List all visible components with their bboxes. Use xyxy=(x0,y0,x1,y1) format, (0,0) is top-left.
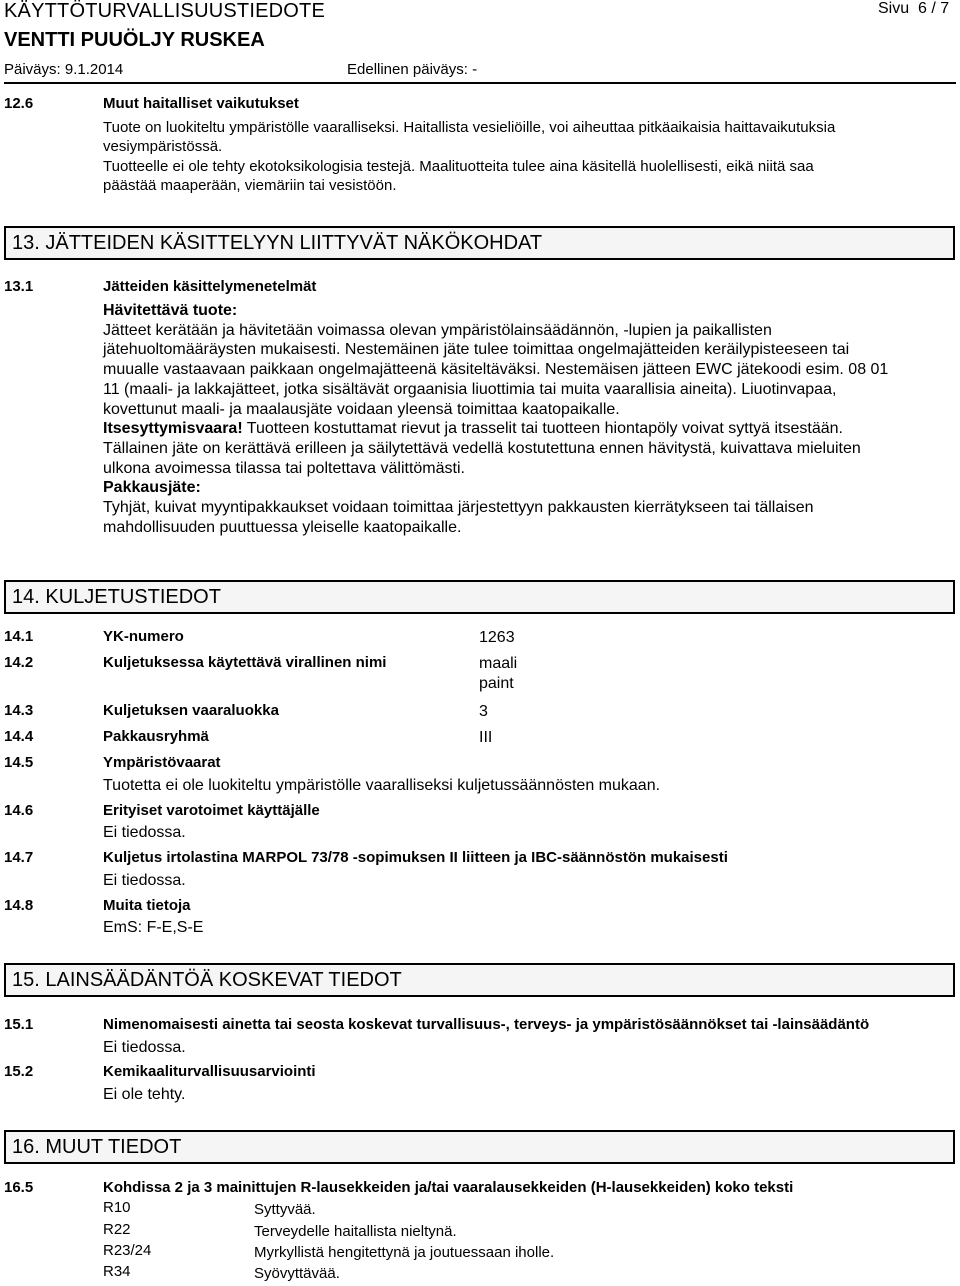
product-name: VENTTI PUUÖLJY RUSKEA xyxy=(4,29,265,51)
row-14-5-number: 14.5 xyxy=(4,754,34,771)
row-14-8-text: EmS: F-E,S-E xyxy=(103,919,204,936)
section-13-1-title: Jätteiden käsittelymenetelmät xyxy=(103,278,317,295)
section-13-title: 13. JÄTTEIDEN KÄSITTELYYN LIITTYVÄT NÄKÖKOHDAT xyxy=(12,232,543,254)
text-line: Tällainen jäte on kerättävä erilleen ja säilytettävä vedellä kostutettuna ennen hävitystä, kuivattava mieluiten xyxy=(103,439,861,457)
section-16-5-number: 16.5 xyxy=(4,1179,34,1196)
section-13-1-text xyxy=(103,301,955,537)
text-line: Tuotteelle ei ole tehty ekotoksikologisia testejä. Maalituotteita tulee aina käsitellä huolellisesti, eikä niitä saa xyxy=(103,157,814,175)
row-14-3-number: 14.3 xyxy=(4,702,34,719)
section-12-6-text xyxy=(103,118,955,196)
phrase-code: R10 xyxy=(103,1199,131,1216)
phrase-text: Terveydelle haitallista nieltynä. xyxy=(254,1223,457,1240)
phrase-text: Myrkyllistä hengitettynä ja joutuessaan iholle. xyxy=(254,1244,555,1261)
section-13-1-number: 13.1 xyxy=(4,278,34,295)
section-15-title: 15. LAINSÄÄDÄNTÖÄ KOSKEVAT TIEDOT xyxy=(12,969,402,991)
section-16-5-title: Kohdissa 2 ja 3 mainittujen R-lausekkeiden ja/tai vaaralausekkeiden (H-lausekkeiden) koko teksti xyxy=(103,1179,794,1196)
section-16-heading xyxy=(4,1130,955,1164)
row-14-2-value-en: paint xyxy=(479,675,514,692)
page-number: 6 / 7 xyxy=(918,0,950,17)
section-15-heading xyxy=(4,963,955,997)
row-14-6-text: Ei tiedossa. xyxy=(103,824,186,841)
row-14-7-number: 14.7 xyxy=(4,849,34,866)
section-14-heading xyxy=(4,580,955,614)
issue-date: Päiväys: 9.1.2014 xyxy=(4,61,124,78)
page-indicator xyxy=(878,0,949,18)
phrase-text: Syttyvää. xyxy=(254,1201,316,1218)
row-14-1-value: 1263 xyxy=(479,629,515,646)
row-14-3-label: Kuljetuksen vaaraluokka xyxy=(103,702,279,719)
section-12-6-number: 12.6 xyxy=(4,95,34,112)
row-14-7-label: Kuljetus irtolastina MARPOL 73/78 -sopimuksen II liitteen ja IBC-säännöstön mukaisesti xyxy=(103,849,728,866)
section-16-title: 16. MUUT TIEDOT xyxy=(12,1136,182,1158)
row-15-1-number: 15.1 xyxy=(4,1016,34,1033)
row-15-2-number: 15.2 xyxy=(4,1063,34,1080)
text-line: Tuote on luokiteltu ympäristölle vaaralliseksi. Haitallista vesieliöille, voi aiheuttaa pitkäaikaisia haittavaikutuksia xyxy=(103,119,836,136)
row-14-4-value: III xyxy=(479,729,493,746)
phrase-text: Syövyttävää. xyxy=(254,1265,340,1282)
text-line: kovettunut maali- ja maalausjäte voidaan yleensä toimittaa kaatopaikalle. xyxy=(103,400,620,418)
text-line: Tyhjät, kuivat myyntipakkaukset voidaan toimittaa järjestettyyn pakkausten kierrätykseen tai tällaisen xyxy=(103,499,814,517)
row-14-6-number: 14.6 xyxy=(4,802,34,819)
row-14-5-label: Ympäristövaarat xyxy=(103,754,221,771)
text-line: päästää maaperään, viemäriin tai vesistöön. xyxy=(103,177,397,195)
row-14-8-label: Muita tietoja xyxy=(103,897,191,914)
text-line: ulkona avoimessa tilassa tai poltettava välittömästi. xyxy=(103,459,465,477)
row-14-4-label: Pakkausryhmä xyxy=(103,728,209,745)
row-14-2-number: 14.2 xyxy=(4,654,34,671)
row-14-2-value: maali xyxy=(479,655,518,672)
text-line: muualle vastaavaan paikkaan ongelmajätteenä käsiteltäväksi. Nestemäisen jätteen EWC jätekoodi esim. 08 01 xyxy=(103,361,889,379)
document-title: KÄYTTÖTURVALLISUUSTIEDOTE xyxy=(4,0,325,22)
text-line: mahdollisuuden puuttuessa yleiselle kaatopaikalle. xyxy=(103,518,462,536)
text-line: vesiympäristössä. xyxy=(103,138,223,156)
self-ignition-text: Tuotteen kostuttamat rievut ja trasselit tai tuotteen hiontapöly voivat syttyä itsestään. xyxy=(242,420,843,438)
row-14-4-number: 14.4 xyxy=(4,728,34,745)
row-15-2-text: Ei ole tehty. xyxy=(103,1086,186,1103)
self-ignition-line xyxy=(103,419,955,439)
row-15-1-text: Ei tiedossa. xyxy=(103,1039,186,1056)
row-14-1-label: YK-numero xyxy=(103,628,184,645)
phrase-code: R22 xyxy=(103,1221,131,1238)
packaging-label: Pakkausjäte: xyxy=(103,479,201,497)
row-14-1-number: 14.1 xyxy=(4,628,34,645)
row-14-7-text: Ei tiedossa. xyxy=(103,872,186,889)
text-line: jätehuoltomääräysten mukaisesti. Nestemäinen jäte tulee toimittaa ongelmajätteiden keräilypisteeseen tai xyxy=(103,341,850,359)
page-label: Sivu xyxy=(878,0,910,17)
phrase-code: R34 xyxy=(103,1263,131,1280)
section-14-title: 14. KULJETUSTIEDOT xyxy=(12,586,221,608)
disposal-label: Hävitettävä tuote: xyxy=(103,302,238,319)
previous-date: Edellinen päiväys: - xyxy=(347,61,478,78)
row-14-5-text: Tuotetta ei ole luokiteltu ympäristölle vaaralliseksi kuljetussäännösten mukaan. xyxy=(103,777,661,794)
section-12-6-title: Muut haitalliset vaikutukset xyxy=(103,95,299,112)
row-14-6-label: Erityiset varotoimet käyttäjälle xyxy=(103,802,320,819)
section-13-heading xyxy=(4,226,955,260)
text-line: 11 (maali- ja lakkajätteet, jotka sisältävät orgaanisia liuottimia tai muita vaarallisia aineita). Liuotinvapaa, xyxy=(103,380,837,398)
row-14-8-number: 14.8 xyxy=(4,897,34,914)
row-15-1-label: Nimenomaisesti ainetta tai seosta koskevat turvallisuus-, terveys- ja ympäristösäännökset tai -lainsäädäntö xyxy=(103,1016,870,1033)
phrase-code: R23/24 xyxy=(103,1242,152,1259)
text-line: Jätteet kerätään ja hävitetään voimassa olevan ympäristölainsäädännön, -lupien ja paikallisten xyxy=(103,321,772,339)
row-14-3-value: 3 xyxy=(479,703,488,720)
header-divider xyxy=(4,82,956,84)
row-14-2-label: Kuljetuksessa käytettävä virallinen nimi xyxy=(103,654,387,671)
self-ignition-label: Itsesyttymisvaara! xyxy=(103,420,243,438)
row-15-2-label: Kemikaaliturvallisuusarviointi xyxy=(103,1063,316,1080)
